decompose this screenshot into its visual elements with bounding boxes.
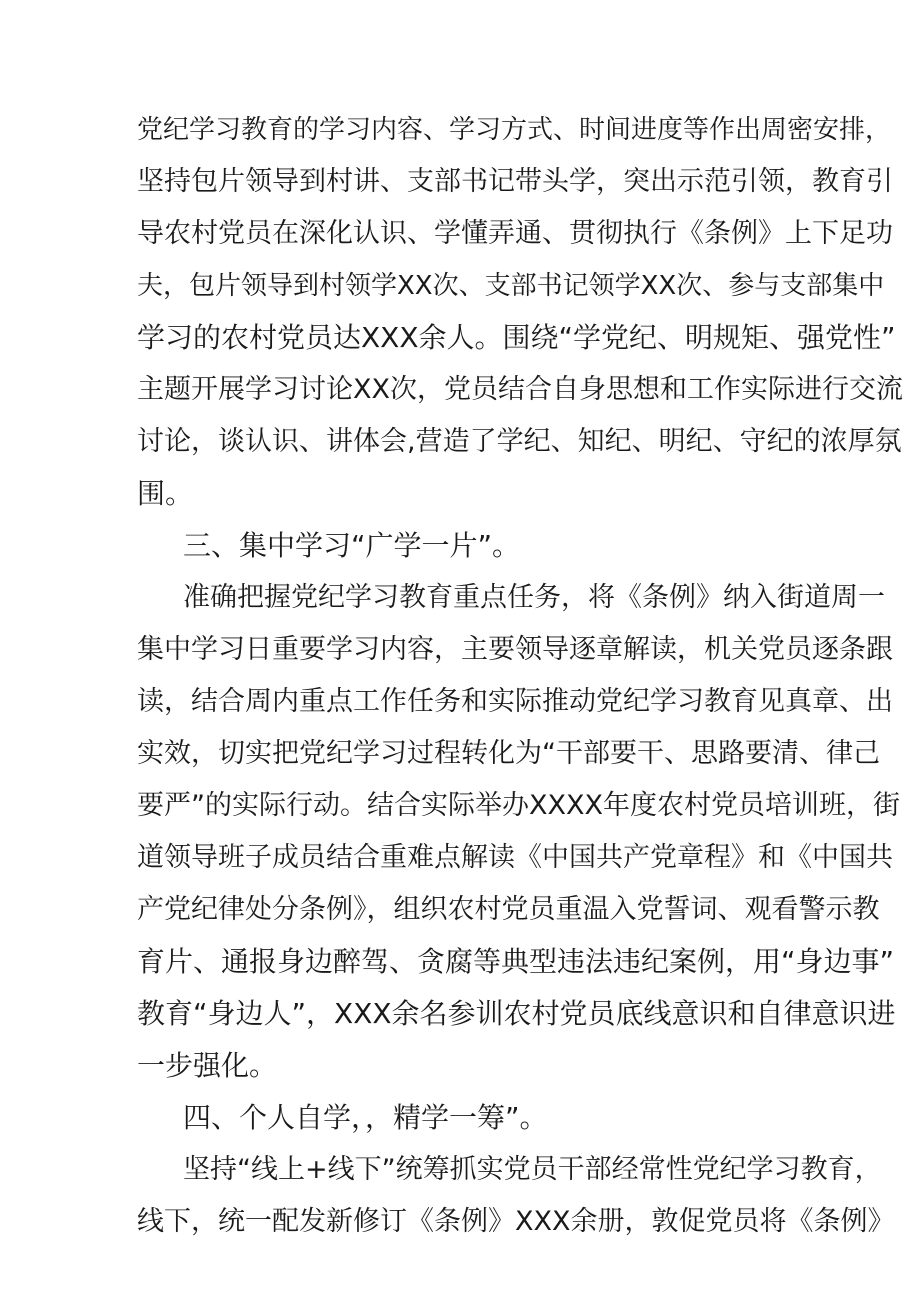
paragraph-line: 导农村党员在深化认识、学懂弄通、贯彻执行《条例》上下足功 [137, 218, 893, 249]
section-heading: 四、个人自学，，精学一筹”。 [183, 1101, 548, 1134]
paragraph-line: 准确把握党纪学习教育重点任务，将《条例》纳入街道周一 [183, 582, 885, 613]
paragraph-line: 实效，切实把党纪学习过程转化为“干部要干、思路要清、律己 [137, 738, 880, 769]
paragraph-line: 教育“身边人”，XXX余名参训农村党员底线意识和自律意识进 [137, 997, 896, 1030]
paragraph-line: 产党纪律处分条例》，组织农村党员重温入党誓词、观看警示教 [137, 894, 880, 925]
paragraph-line: 坚持包片领导到村讲、支部书记带头学，突出示范引领，教育引 [137, 166, 893, 197]
paragraph-line: 围。 [137, 477, 194, 510]
paragraph-line: 主题开展学习讨论XX次，党员结合自身思想和工作实际进行交流 [137, 374, 903, 405]
section-heading: 三、集中学习“广学一片”。 [183, 529, 521, 562]
paragraph-line: 集中学习日重要学习内容，主要领导逐章解读，机关党员逐条跟 [137, 634, 893, 665]
paragraph-line: 要严”的实际行动。结合实际举办XXXX年度农村党员培训班，街 [137, 790, 900, 821]
paragraph-line: 线下，统一配发新修订《条例》XXX余册，敦促党员将《条例》 [137, 1206, 895, 1237]
paragraph-line: 坚持“线上+线下”统筹抓实党员干部经常性党纪学习教育， [183, 1154, 882, 1185]
paragraph-line: 党纪学习教育的学习内容、学习方式、时间进度等作出周密安排， [137, 115, 892, 145]
paragraph-line: 讨论，谈认识、讲体会,营造了学纪、知纪、明纪、守纪的浓厚氛 [137, 426, 902, 457]
paragraph-line: 学习的农村党员达XXX余人。围绕“学党纪、明规矩、强党性” [137, 321, 896, 354]
paragraph-line: 读，结合周内重点工作任务和实际推动党纪学习教育见真章、出 [137, 686, 893, 717]
paragraph-line: 一步强化。 [137, 1049, 278, 1082]
paragraph-line: 道领导班子成员结合重难点解读《中国共产党章程》和《中国共 [137, 842, 893, 873]
paragraph-line: 育片、通报身边醉驾、贪腐等典型违法违纪案例，用“身边事” [137, 945, 895, 978]
paragraph-line: 夫，包片领导到村领学XX次、支部书记领学XX次、参与支部集中 [137, 271, 885, 301]
